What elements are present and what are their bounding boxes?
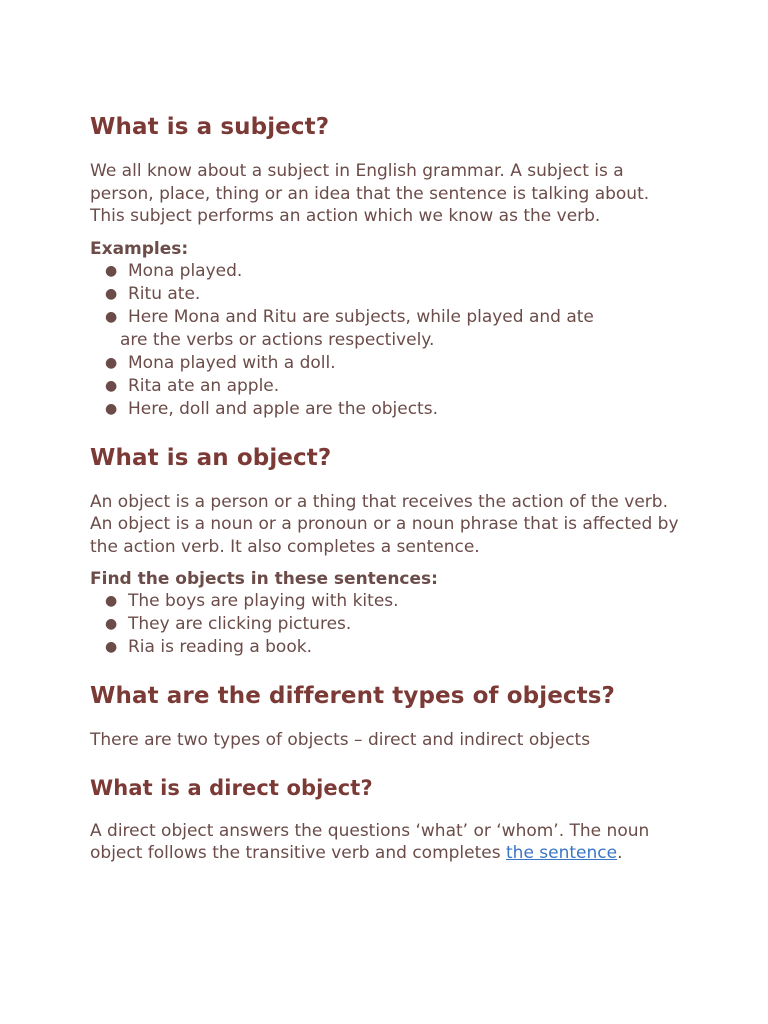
bullet-icon: ● (105, 400, 118, 417)
list-item: ● Here Mona and Ritu are subjects, while played and ate are the verbs or actions respectively. (105, 306, 594, 350)
the-sentence-link[interactable]: the sentence (506, 843, 618, 863)
heading-what-is-object: What is an object? (90, 444, 332, 471)
bullet-icon: ● (105, 639, 118, 655)
list-item: ● Mona played with a doll. (105, 352, 336, 373)
heading-what-is-subject: What is a subject? (90, 114, 330, 140)
bullet-icon: ● (105, 308, 118, 325)
object-paragraph: An object is a person or a thing that receives the action of the verb. An object is a noun or a pronoun or a noun phrase that is affected by the action verb. It also completes a sentence. (90, 491, 679, 557)
list-item: ● Ritu ate. (105, 283, 201, 304)
types-paragraph: There are two types of objects – direct and indirect objects (90, 730, 591, 750)
heading-types-of-objects: What are the different types of objects? (90, 683, 615, 709)
list-item: ● The boys are playing with kites. (105, 591, 399, 611)
bullet-icon: ● (105, 593, 118, 609)
bullet-icon: ● (105, 616, 118, 632)
bullet-icon: ● (105, 354, 118, 371)
direct-object-paragraph: A direct object answers the questions ‘what’ or ‘whom’. The noun object follows the transitive verb and completes the sentence. (90, 820, 650, 863)
bullet-icon: ● (105, 377, 118, 394)
find-objects-list (90, 590, 690, 659)
bullet-icon: ● (105, 285, 118, 302)
list-item: ● Here, doll and apple are the objects. (105, 398, 438, 419)
examples-label: Examples: (90, 238, 189, 259)
find-objects-label: Find the objects in these sentences: (90, 569, 438, 589)
examples-list (90, 260, 690, 421)
list-item: ● Rita ate an apple. (105, 375, 280, 396)
subject-paragraph: We all know about a subject in English grammar. A subject is a person, place, thing or an idea that the sentence is talking about. This subject performs an action which we know as the verb. (90, 161, 650, 226)
list-item: ● Mona played. (105, 260, 243, 281)
list-item: ● Ria is reading a book. (105, 637, 312, 657)
bullet-icon: ● (105, 262, 118, 279)
heading-what-is-direct-object: What is a direct object? (90, 775, 373, 800)
document-page (90, 112, 690, 865)
list-item: ● They are clicking pictures. (105, 614, 352, 634)
